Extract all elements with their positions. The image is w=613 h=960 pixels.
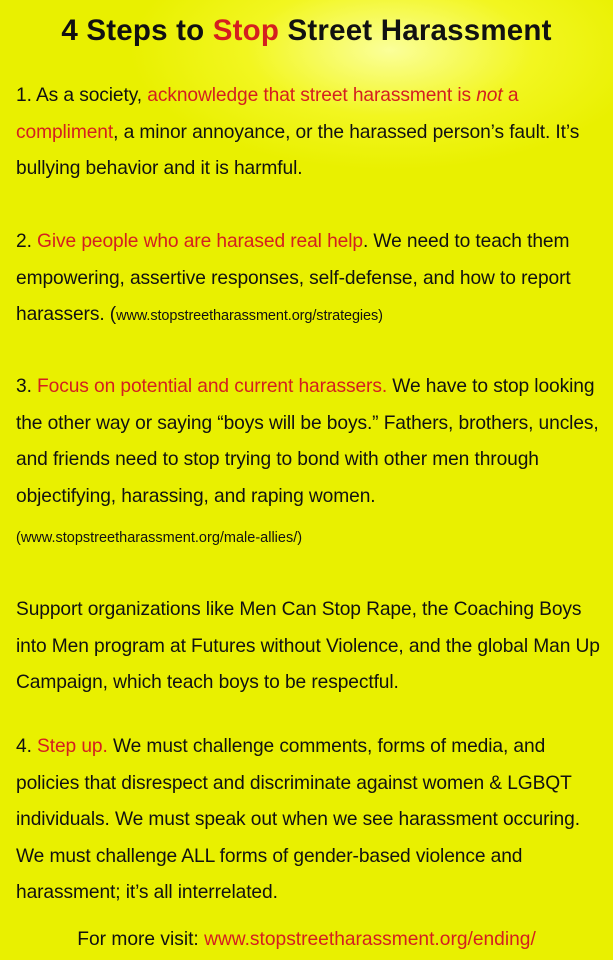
support-paragraph: Support organizations like Men Can Stop Rape, the Coaching Boys into Men program at Futures without Violence, and the global Man Up Campaign, which teach boys to be respectful.	[16, 599, 600, 693]
title-highlight-stop: Stop	[212, 14, 280, 47]
step-1-emphasis: not	[476, 85, 503, 106]
step-3-paragraph	[16, 369, 606, 515]
step-1-lead: 1. As a society,	[16, 85, 148, 106]
step-3-highlight: Focus on potential and current harassers.	[37, 376, 388, 397]
step-4-text: We must challenge comments, forms of media, and policies that disrespect and discriminate against women & LGBQT individuals. We must speak out when we see harassment occuring. We must challenge ALL forms of gender-based violence and harassment; it’s all interrelated.	[16, 736, 580, 903]
title-part1: 4 Steps to	[61, 14, 213, 47]
footer-label: For more visit:	[77, 929, 205, 950]
step-3-text: We have to stop looking the other way or saying “boys will be boys.” Fathers, brothers, uncles, and friends need to stop trying to bond with other men through objectifying, harassing, and raping women.	[16, 376, 599, 507]
step-2-text: . We need to teach them empowering, assertive responses, self-defense, and how to report harassers. (	[16, 231, 571, 325]
step-4-paragraph	[16, 729, 606, 912]
step-4-highlight: Step up.	[37, 736, 108, 757]
step-4-lead: 4.	[16, 736, 38, 757]
step-1-highlight: acknowledge that street harassment is not a compliment	[16, 85, 519, 143]
step-3-lead: 3.	[16, 376, 38, 397]
step-1-text: , a minor annoyance, or the harassed person’s fault. It’s bullying behavior and it is harmful.	[16, 121, 580, 179]
step-2-paragraph	[16, 224, 606, 335]
step-2-lead: 2.	[16, 231, 38, 252]
footer	[0, 929, 613, 951]
title-part2: Street Harassment	[279, 14, 552, 47]
poster-title	[0, 14, 613, 48]
step-2-highlight: Give people who are harased real help	[37, 231, 363, 252]
step-1-paragraph	[16, 78, 606, 188]
step-2-url: www.stopstreetharassment.org/strategies)	[116, 308, 383, 324]
footer-link[interactable]: www.stopstreetharassment.org/ending/	[204, 929, 536, 950]
step-3-url: (www.stopstreetharassment.org/male-allies/)	[16, 530, 303, 546]
